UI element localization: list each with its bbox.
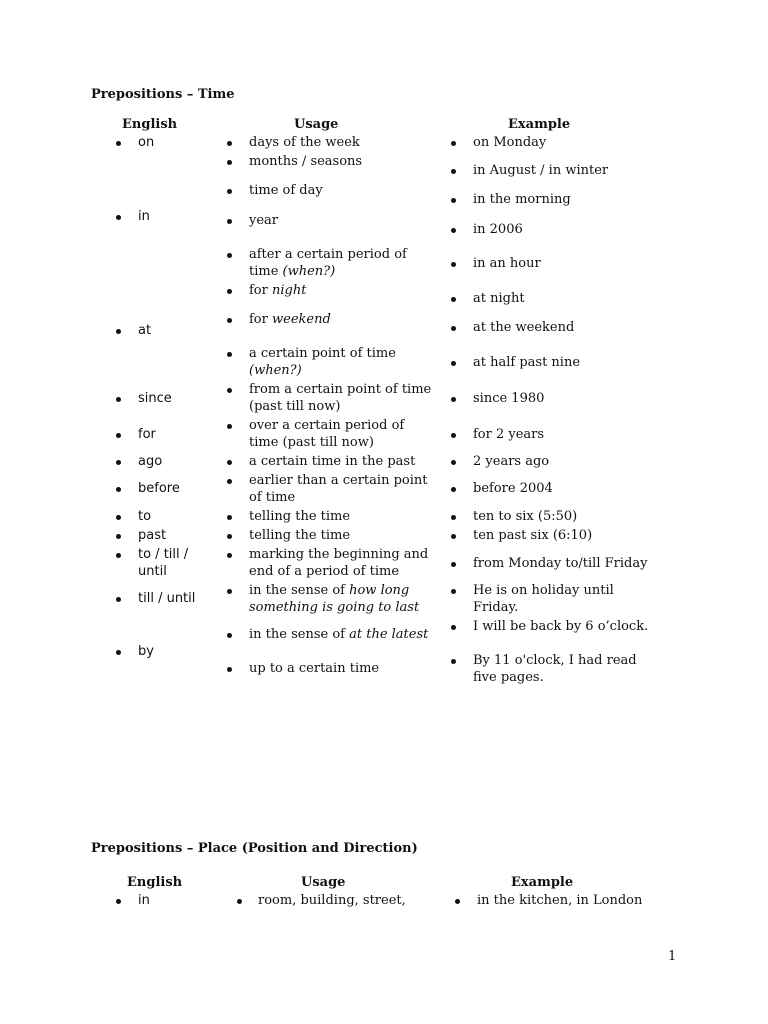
usage-item: months / seasons [249,154,363,169]
example-item: I will be back by 6 o’clock. [473,619,649,634]
bullet [227,667,232,672]
bullet [455,899,460,904]
bullet [227,352,232,357]
english-item: to / till / [138,547,189,562]
usage-item: year [249,213,279,228]
bullet [116,397,121,402]
usage-item: telling the time [249,528,351,543]
bullet [227,160,232,165]
header-example: Example [511,875,574,890]
bullet [451,228,456,233]
english-item: until [138,564,167,579]
usage-item: over a certain period of [249,418,405,433]
bullet [116,460,121,465]
page-number: 1 [668,949,677,964]
bullet [227,515,232,520]
bullet [451,326,456,331]
bullet [451,361,456,366]
bullet [451,589,456,594]
section-title-place: Prepositions – Place (Position and Direction) [91,841,418,856]
english-item: past [138,528,167,543]
bullet [116,650,121,655]
usage-item: marking the beginning and [249,547,429,562]
example-item: in an hour [473,256,541,271]
english-item: before [138,481,180,496]
bullet [116,329,121,334]
bullet [227,141,232,146]
usage-item: end of a period of time [249,564,400,579]
example-item: at the weekend [473,320,575,335]
bullet [227,424,232,429]
usage-item: time (past till now) [249,435,374,450]
example-item: at half past nine [473,355,581,370]
bullet [227,633,232,638]
usage-item: (past till now) [249,399,341,414]
example-item: in 2006 [473,222,523,237]
example-item: five pages. [473,670,544,685]
header-example: Example [508,117,571,132]
usage-item: (when?) [249,363,302,378]
bullet [116,487,121,492]
bullet [227,460,232,465]
usage-item: after a certain period of [249,247,407,262]
english-item: by [138,644,154,659]
bullet [451,397,456,402]
usage-item: time (when?) [249,264,336,279]
bullet [227,289,232,294]
bullet [451,625,456,630]
header-english: English [127,875,183,890]
bullet [227,479,232,484]
example-item: since 1980 [473,391,545,406]
usage-item: in the sense of at the latest [249,627,429,642]
bullet [451,460,456,465]
example-item: on Monday [473,135,547,150]
bullet [451,433,456,438]
bullet [451,198,456,203]
header-english: English [122,117,178,132]
bullet [116,899,121,904]
usage-item: of time [249,490,296,505]
bullet [116,515,121,520]
bullet [116,433,121,438]
bullet [451,141,456,146]
english-item: at [138,323,152,338]
example-item: in August / in winter [473,163,609,178]
bullet [451,515,456,520]
usage-item: telling the time [249,509,351,524]
bullet [227,534,232,539]
bullet [227,253,232,258]
example-item: at night [473,291,525,306]
bullet [227,318,232,323]
bullet [451,534,456,539]
bullet [237,899,242,904]
usage-item: for night [249,283,307,298]
usage-item: up to a certain time [249,661,380,676]
example-item: By 11 o'clock, I had read [473,653,637,668]
example-item: ten to six (5:50) [473,509,578,524]
example-item: from Monday to/till Friday [473,556,648,571]
usage-item: a certain point of time [249,346,396,361]
english-item: on [138,135,155,150]
english-item: since [138,391,172,406]
bullet [227,219,232,224]
bullet [451,562,456,567]
header-usage: Usage [294,117,339,132]
bullet [227,388,232,393]
bullet [451,169,456,174]
english-item: till / until [138,591,196,606]
english-item: in [138,209,150,224]
example-item: ten past six (6:10) [473,528,593,543]
usage-item: something is going to last [249,600,420,615]
bullet [116,215,121,220]
example-item: 2 years ago [473,454,550,469]
bullet [451,262,456,267]
usage-item: room, building, street, [258,893,406,908]
usage-item: earlier than a certain point [249,473,428,488]
example-item: in the morning [473,192,571,207]
usage-item: for weekend [249,312,331,327]
usage-item: in the sense of how long [249,583,410,598]
bullet [227,553,232,558]
bullet [451,297,456,302]
example-item: for 2 years [473,427,545,442]
bullet [116,597,121,602]
example-item: in the kitchen, in London [477,893,643,908]
section-title-time: Prepositions – Time [91,87,235,102]
english-item: for [138,427,156,442]
header-usage: Usage [301,875,346,890]
english-item: to [138,509,152,524]
bullet [116,553,121,558]
usage-item: days of the week [249,135,360,150]
usage-item: time of day [249,183,323,198]
english-item: ago [138,454,163,469]
usage-item: a certain time in the past [249,454,416,469]
english-item: in [138,893,150,908]
bullet [451,487,456,492]
bullet [227,189,232,194]
bullet [116,534,121,539]
example-item: before 2004 [473,481,553,496]
example-item: Friday. [473,600,519,615]
bullet [227,589,232,594]
example-item: He is on holiday until [473,583,614,598]
usage-item: from a certain point of time [249,382,432,397]
bullet [451,659,456,664]
bullet [116,141,121,146]
